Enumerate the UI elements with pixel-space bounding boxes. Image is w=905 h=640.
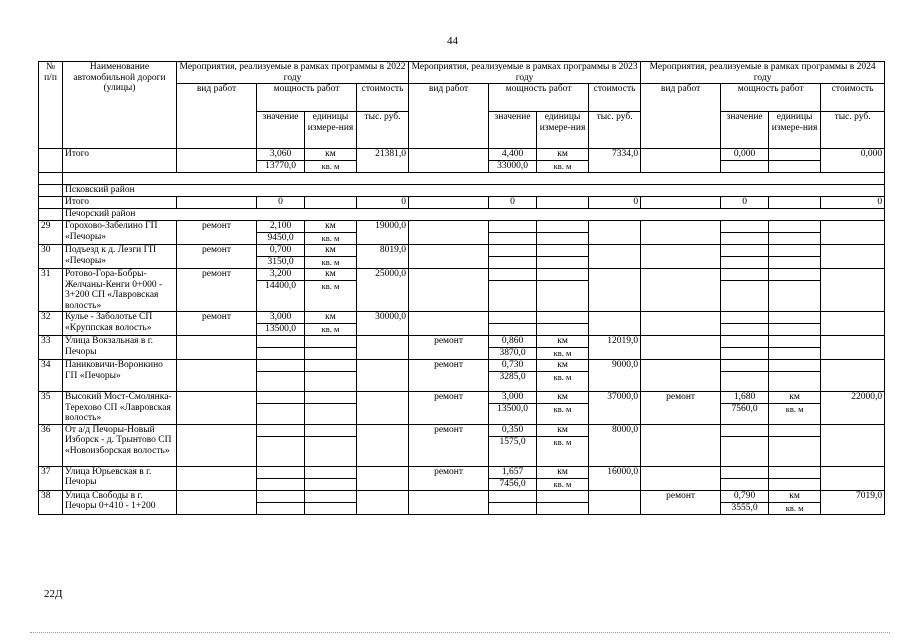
cost-cell: 8000,0 [589,424,641,466]
road-name: Улица Свободы в г. Печоры 0+410 - 1+200 [63,490,177,514]
unit-cell: кв. м [305,233,357,245]
row-name: Итого [63,197,177,209]
cost-unit-header-2023: тыс. руб. [589,112,641,149]
cost-cell: 7019,0 [821,490,885,514]
road-name: Высокий Мост-Смолянка-Терехово СП «Лавровская волость» [63,392,177,425]
cost-header-2023: стоимость [589,84,641,112]
district-row [39,209,885,221]
cost-cell: 0,000 [821,149,885,173]
program-2024-header: Мероприятия, реализуемые в рамках программы в 2024 году [641,62,885,84]
work-type-header-2024: вид работ [641,84,721,149]
cost-cell: 8019,0 [357,245,409,269]
cost-cell: 12019,0 [589,336,641,360]
unit-cell: кв. м [537,161,589,173]
cost-unit-header-2024: тыс. руб. [821,112,885,149]
unit-cell: кв. м [305,281,357,312]
table-row [39,466,885,478]
unit-cell: км [537,336,589,348]
work-type-header-2022: вид работ [177,84,257,149]
value-cell: 0 [489,197,537,209]
unit-cell: км [305,221,357,233]
unit-cell: км [305,149,357,161]
value-cell: 3,060 [257,149,305,161]
unit-cell: км [305,269,357,281]
cost-cell: 25000,0 [357,269,409,312]
cost-cell: 0 [589,197,641,209]
cost-cell: 0 [821,197,885,209]
units-header-2022: единицы измере-ния [305,112,357,149]
unit-cell: км [537,466,589,478]
value-cell: 3,000 [489,392,537,404]
unit-cell: км [305,312,357,324]
value-cell: 3,000 [257,312,305,324]
unit-cell: км [769,490,821,502]
work-type: ремонт [409,392,489,425]
value-cell: 0,000 [721,149,769,161]
cost-cell: 19000,0 [357,221,409,245]
value-cell: 13770,0 [257,161,305,173]
value-cell: 13500,0 [489,404,537,424]
value-header-2023: значение [489,112,537,149]
work-type: ремонт [641,490,721,514]
unit-cell: кв. м [537,478,589,490]
capacity-header-2024: мощность работ [721,84,821,112]
table-row [39,197,885,209]
unit-cell: кв. м [769,404,821,424]
row-number: 30 [39,245,63,269]
value-cell: 1575,0 [489,436,537,466]
scan-edge-line [30,632,890,633]
work-type: ремонт [177,245,257,269]
value-cell: 13500,0 [257,324,305,336]
table-row [39,269,885,281]
unit-cell: км [537,360,589,372]
unit-cell: кв. м [537,348,589,360]
program-2023-header: Мероприятия, реализуемые в рамках программы в 2023 году [409,62,641,84]
road-program-table [38,61,885,515]
cost-cell: 9000,0 [589,360,641,392]
road-name: Ротово-Гора-Бобры-Желчаны-Кенги 0+000 - 3+200 СП «Лавровская волость» [63,269,177,312]
cost-cell: 21381,0 [357,149,409,173]
road-name: Улица Вокзальная в г. Печоры [63,336,177,360]
value-cell: 4,400 [489,149,537,161]
row-name: Итого [63,149,177,173]
table-row [39,173,885,185]
cost-cell: 16000,0 [589,466,641,490]
row-number: 33 [39,336,63,360]
work-type: ремонт [177,269,257,312]
row-number: 32 [39,312,63,336]
work-type: ремонт [409,336,489,360]
row-number: 36 [39,424,63,466]
value-cell: 33000,0 [489,161,537,173]
unit-cell: кв. м [537,372,589,392]
table-row [39,360,885,372]
work-type-header-2023: вид работ [409,84,489,149]
value-cell: 2,100 [257,221,305,233]
row-number: 29 [39,221,63,245]
unit-cell: кв. м [537,436,589,466]
work-type: ремонт [177,221,257,245]
unit-cell: кв. м [305,257,357,269]
unit-cell: кв. м [305,161,357,173]
value-cell: 7560,0 [721,404,769,424]
road-name: От а/д Печоры-Новый Изборск - д. Трынтово СП «Новоизборская волость» [63,424,177,466]
district-label: Печорский район [63,209,885,221]
work-type: ремонт [177,312,257,336]
unit-cell: кв. м [537,404,589,424]
col-road-header: Наименование автомобильной дороги (улицы) [63,62,177,149]
row-number: 38 [39,490,63,514]
value-cell: 9450,0 [257,233,305,245]
value-cell: 0 [257,197,305,209]
table-row [39,392,885,404]
road-name: Кулье - Заболотье СП «Круппская волость» [63,312,177,336]
row-number: 35 [39,392,63,425]
district-row [39,185,885,197]
unit-cell: кв. м [305,324,357,336]
road-name: Улица Юрьевская в г. Печоры [63,466,177,490]
work-type: ремонт [409,466,489,490]
table-row [39,149,885,161]
value-cell: 1,680 [721,392,769,404]
table-row [39,221,885,233]
value-cell: 7456,0 [489,478,537,490]
unit-cell: км [537,149,589,161]
footer-code: 22Д [44,588,63,600]
cost-header-2024: стоимость [821,84,885,112]
row-number: 37 [39,466,63,490]
cost-unit-header-2022: тыс. руб. [357,112,409,149]
road-name: Подъезд к д. Лезги ГП «Печоры» [63,245,177,269]
value-cell: 3150,0 [257,257,305,269]
col-num-header: № п/п [39,62,63,149]
table-row [39,336,885,348]
value-cell: 0,730 [489,360,537,372]
value-cell: 3285,0 [489,372,537,392]
value-cell: 0 [721,197,769,209]
work-type: ремонт [409,360,489,392]
cost-cell: 7334,0 [589,149,641,173]
cost-cell: 22000,0 [821,392,885,425]
value-cell: 0,790 [721,490,769,502]
work-type: ремонт [641,392,721,425]
unit-cell: км [305,245,357,257]
table-row [39,490,885,502]
value-cell: 0,350 [489,424,537,436]
row-number: 31 [39,269,63,312]
work-type: ремонт [409,424,489,466]
cost-cell: 30000,0 [357,312,409,336]
value-cell: 3870,0 [489,348,537,360]
header-row-1 [39,62,885,84]
units-header-2024: единицы измере-ния [769,112,821,149]
capacity-header-2023: мощность работ [489,84,589,112]
value-cell: 14400,0 [257,281,305,312]
value-cell: 0,860 [489,336,537,348]
units-header-2023: единицы измере-ния [537,112,589,149]
row-number: 34 [39,360,63,392]
page-number: 44 [447,35,458,47]
road-name: Паниковичи-Воронкино ГП «Печоры» [63,360,177,392]
unit-cell: кв. м [769,502,821,514]
unit-cell: км [537,392,589,404]
cost-header-2022: стоимость [357,84,409,112]
program-2022-header: Мероприятия, реализуемые в рамках программы в 2022 году [177,62,409,84]
value-header-2024: значение [721,112,769,149]
table-row [39,245,885,257]
value-cell: 3555,0 [721,502,769,514]
value-cell: 0,700 [257,245,305,257]
unit-cell: км [537,424,589,436]
value-cell: 3,200 [257,269,305,281]
road-name: Горохово-Забелино ГП «Печоры» [63,221,177,245]
value-header-2022: значение [257,112,305,149]
table-row [39,312,885,324]
value-cell: 1,657 [489,466,537,478]
capacity-header-2022: мощность работ [257,84,357,112]
unit-cell: км [769,392,821,404]
cost-cell: 0 [357,197,409,209]
cost-cell: 37000,0 [589,392,641,425]
table-row [39,424,885,436]
district-label: Псковский район [63,185,885,197]
